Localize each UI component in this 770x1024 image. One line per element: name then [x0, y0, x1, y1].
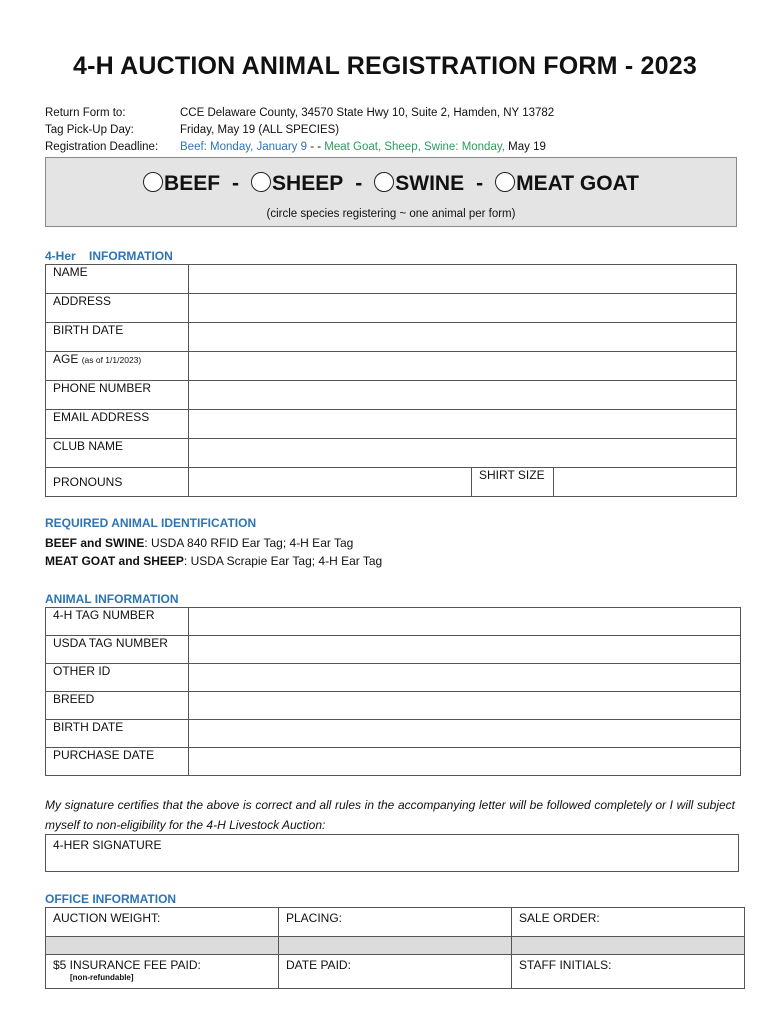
signature-label: 4-HER SIGNATURE	[53, 838, 162, 852]
birth-date-label: BIRTH DATE	[46, 323, 189, 352]
pronouns-field[interactable]	[189, 468, 472, 497]
signature-field[interactable]	[45, 834, 739, 872]
tag-pickup-value: Friday, May 19 (ALL SPECIES)	[180, 124, 340, 136]
species-separator: -	[476, 172, 484, 195]
form-title: 4-H AUCTION ANIMAL REGISTRATION FORM - 2023	[73, 52, 697, 80]
animal-info-heading: ANIMAL INFORMATION	[45, 592, 179, 606]
date-paid-label[interactable]: DATE PAID:	[279, 955, 512, 989]
required-id-line-2: MEAT GOAT and SHEEP: USDA Scrapie Ear Tag; 4-H Ear Tag	[45, 554, 383, 568]
gray-spacer-cell	[46, 937, 279, 955]
circle-icon[interactable]	[143, 172, 163, 192]
staff-initials-label[interactable]: STAFF INITIALS:	[512, 955, 745, 989]
shirt-size-field[interactable]	[554, 468, 737, 497]
return-form-line	[45, 105, 554, 122]
usda-tag-label: USDA TAG NUMBER	[46, 636, 189, 664]
required-id-line-1: BEEF and SWINE: USDA 840 RFID Ear Tag; 4-H Ear Tag	[45, 536, 354, 550]
species-separator: -	[355, 172, 363, 195]
signature-statement: My signature certifies that the above is correct and all rules in the accompanying letter will be followed completely or I will subject myself to non-eligibility for the 4-H Livestock Auction:	[45, 798, 735, 832]
placing-label[interactable]: PLACING:	[279, 908, 512, 937]
species-option-beef[interactable]: BEEF	[143, 172, 220, 195]
club-label: CLUB NAME	[46, 439, 189, 468]
name-field[interactable]	[189, 265, 737, 294]
phone-label: PHONE NUMBER	[46, 381, 189, 410]
return-form-label: Return Form to:	[45, 107, 126, 119]
nonrefundable-note: [non-refundable]	[70, 973, 134, 982]
insurance-fee-cell[interactable]	[46, 955, 279, 989]
deadline-beef: Beef: Monday, January 9	[180, 141, 307, 153]
purchase-date-field[interactable]	[189, 748, 741, 776]
club-field[interactable]	[189, 439, 737, 468]
office-info-heading: OFFICE INFORMATION	[45, 892, 177, 906]
address-field[interactable]	[189, 294, 737, 323]
animal-info-table	[45, 607, 741, 776]
insurance-fee-label: $5 INSURANCE FEE PAID:	[53, 958, 201, 972]
gray-spacer-cell	[279, 937, 512, 955]
name-label: NAME	[46, 265, 189, 294]
age-field[interactable]	[189, 352, 737, 381]
deadline-line	[45, 139, 546, 156]
deadline-label: Registration Deadline:	[45, 141, 159, 153]
email-field[interactable]	[189, 410, 737, 439]
species-option-sheep[interactable]: SHEEP	[251, 172, 343, 195]
tag-pickup-label: Tag Pick-Up Day:	[45, 124, 134, 136]
email-label: EMAIL ADDRESS	[46, 410, 189, 439]
age-label: AGE (as of 1/1/2023)	[46, 352, 189, 381]
birth-date-field[interactable]	[189, 323, 737, 352]
shirt-size-label: SHIRT SIZE	[472, 468, 554, 497]
tag-number-field[interactable]	[189, 608, 741, 636]
deadline-date: May 19	[504, 141, 546, 153]
tag-pickup-line	[45, 122, 339, 139]
species-selection-box	[45, 157, 737, 227]
required-id-heading: REQUIRED ANIMAL IDENTIFICATION	[45, 516, 257, 530]
her-info-heading: 4-Her INFORMATION	[45, 249, 173, 263]
sale-order-label[interactable]: SALE ORDER:	[512, 908, 745, 937]
deadline-dashes: - -	[307, 141, 325, 153]
deadline-others: Meat Goat, Sheep, Swine: Monday,	[324, 141, 505, 153]
breed-label: BREED	[46, 692, 189, 720]
phone-field[interactable]	[189, 381, 737, 410]
office-info-table	[45, 907, 745, 989]
species-separator: -	[232, 172, 240, 195]
species-options	[46, 172, 736, 196]
other-id-label: OTHER ID	[46, 664, 189, 692]
other-id-field[interactable]	[189, 664, 741, 692]
pronouns-label: PRONOUNS	[46, 468, 189, 497]
gray-spacer-cell	[512, 937, 745, 955]
animal-birth-date-label: BIRTH DATE	[46, 720, 189, 748]
her-info-table	[45, 264, 737, 497]
return-form-value: CCE Delaware County, 34570 State Hwy 10, Suite 2, Hamden, NY 13782	[180, 107, 555, 119]
species-note: (circle species registering ~ one animal per form)	[266, 208, 516, 220]
circle-icon[interactable]	[374, 172, 394, 192]
auction-weight-label[interactable]: AUCTION WEIGHT:	[46, 908, 279, 937]
purchase-date-label: PURCHASE DATE	[46, 748, 189, 776]
circle-icon[interactable]	[495, 172, 515, 192]
circle-icon[interactable]	[251, 172, 271, 192]
species-option-meat-goat[interactable]: MEAT GOAT	[495, 172, 639, 195]
animal-birth-date-field[interactable]	[189, 720, 741, 748]
age-note: (as of 1/1/2023)	[81, 355, 142, 365]
breed-field[interactable]	[189, 692, 741, 720]
tag-number-label: 4-H TAG NUMBER	[46, 608, 189, 636]
usda-tag-field[interactable]	[189, 636, 741, 664]
species-option-swine[interactable]: SWINE	[374, 172, 464, 195]
address-label: ADDRESS	[46, 294, 189, 323]
